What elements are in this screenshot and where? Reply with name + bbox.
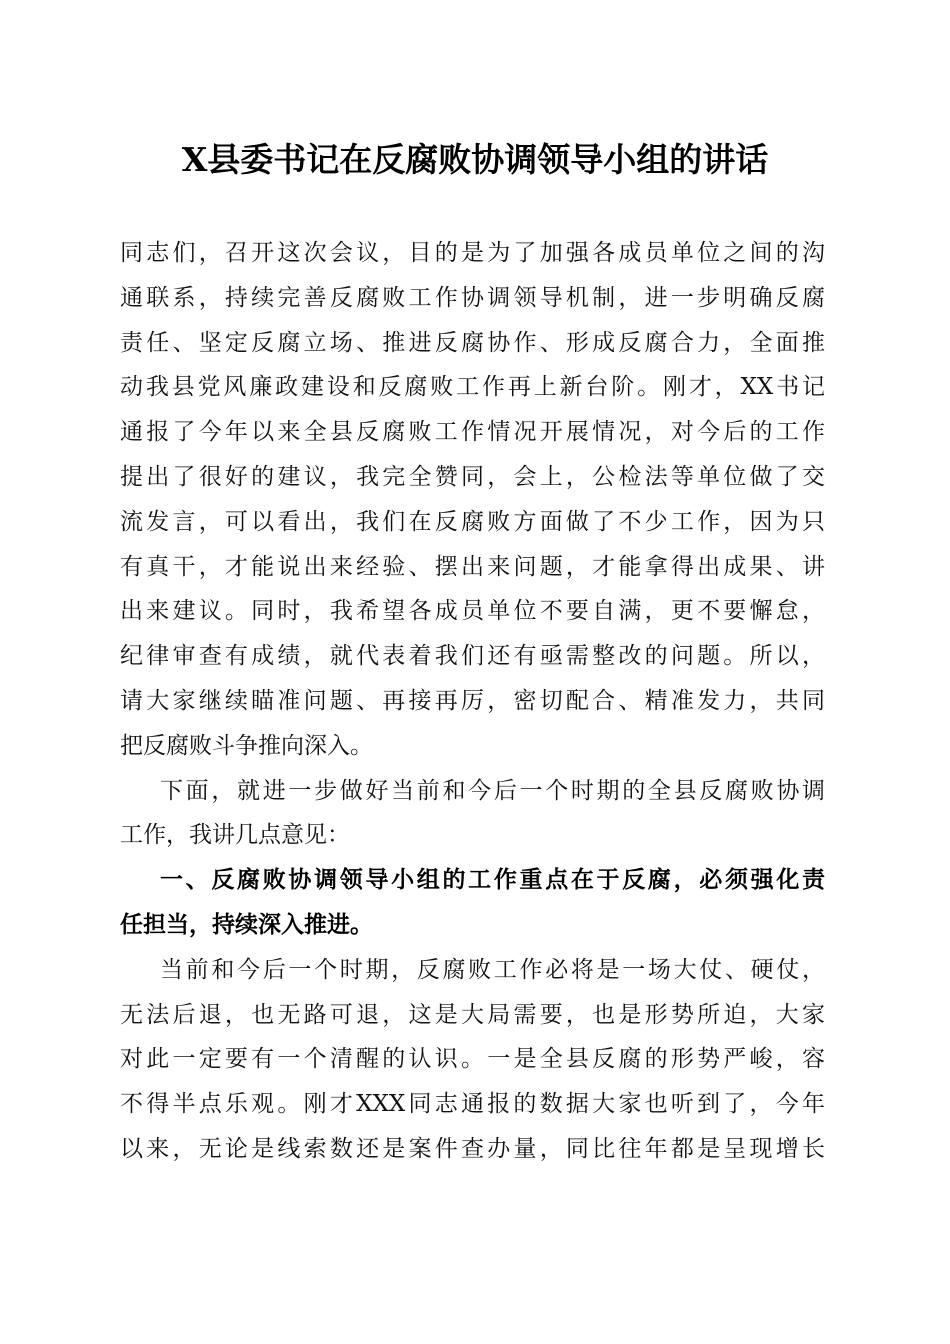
text-line: 流发言，可以看出，我们在反腐败方面做了不少工作，因为只 — [120, 508, 825, 535]
document-body — [120, 231, 825, 1172]
text-line: 责任、坚定反腐立场、推进反腐协作、形成反腐合力，全面推 — [120, 329, 825, 356]
text-line: 对此一定要有一个清醒的认识。一是全县反腐的形势严峻，容 — [120, 1046, 825, 1073]
text-line: 出来建议。同时，我希望各成员单位不要自满，更不要懈怠， — [120, 598, 825, 625]
text-line: 下面，就进一步做好当前和今后一个时期的全县反腐败协调 — [160, 777, 825, 804]
text-line: 通报了今年以来全县反腐败工作情况开展情况，对今后的工作 — [120, 419, 825, 446]
text-line: 不得半点乐观。刚才XXX同志通报的数据大家也听到了，今年 — [120, 1091, 825, 1118]
text-line: 当前和今后一个时期，反腐败工作必将是一场大仗、硬仗， — [160, 956, 825, 983]
text-line: 以来，无论是线索数还是案件查办量，同比往年都是呈现增长 — [120, 1135, 825, 1162]
text-line: 任担当，持续深入推进。 — [120, 911, 373, 938]
text-line: 动我县党风廉政建设和反腐败工作再上新台阶。刚才，XX书记 — [120, 374, 825, 401]
body-paragraph — [120, 231, 825, 769]
text-line: 通联系，持续完善反腐败工作协调领导机制，进一步明确反腐 — [120, 284, 825, 311]
body-paragraph — [120, 769, 825, 859]
text-line: 无法后退，也无路可退，这是大局需要，也是形势所迫，大家 — [120, 1001, 825, 1028]
text-line: 纪律审查有成绩，就代表着我们还有亟需整改的问题。所以， — [120, 643, 825, 670]
text-line: 工作，我讲几点意见： — [120, 822, 350, 849]
document-title: X县委书记在反腐败协调领导小组的讲话 — [181, 140, 769, 179]
text-line: 一、反腐败协调领导小组的工作重点在于反腐，必须强化责 — [160, 867, 825, 894]
text-line: 同志们，召开这次会议，目的是为了加强各成员单位之间的沟 — [120, 240, 825, 266]
text-line: 有真干，才能说出来经验、摆出来问题，才能拿得出成果、讲 — [120, 553, 825, 580]
body-paragraph — [120, 948, 825, 1172]
text-line: 请大家继续瞄准问题、再接再厉，密切配合、精准发力，共同 — [120, 687, 825, 714]
text-line: 提出了很好的建议，我完全赞同，会上，公检法等单位做了交 — [120, 463, 825, 490]
section-heading — [120, 858, 825, 948]
text-line: 把反腐败斗争推向深入。 — [120, 732, 373, 759]
